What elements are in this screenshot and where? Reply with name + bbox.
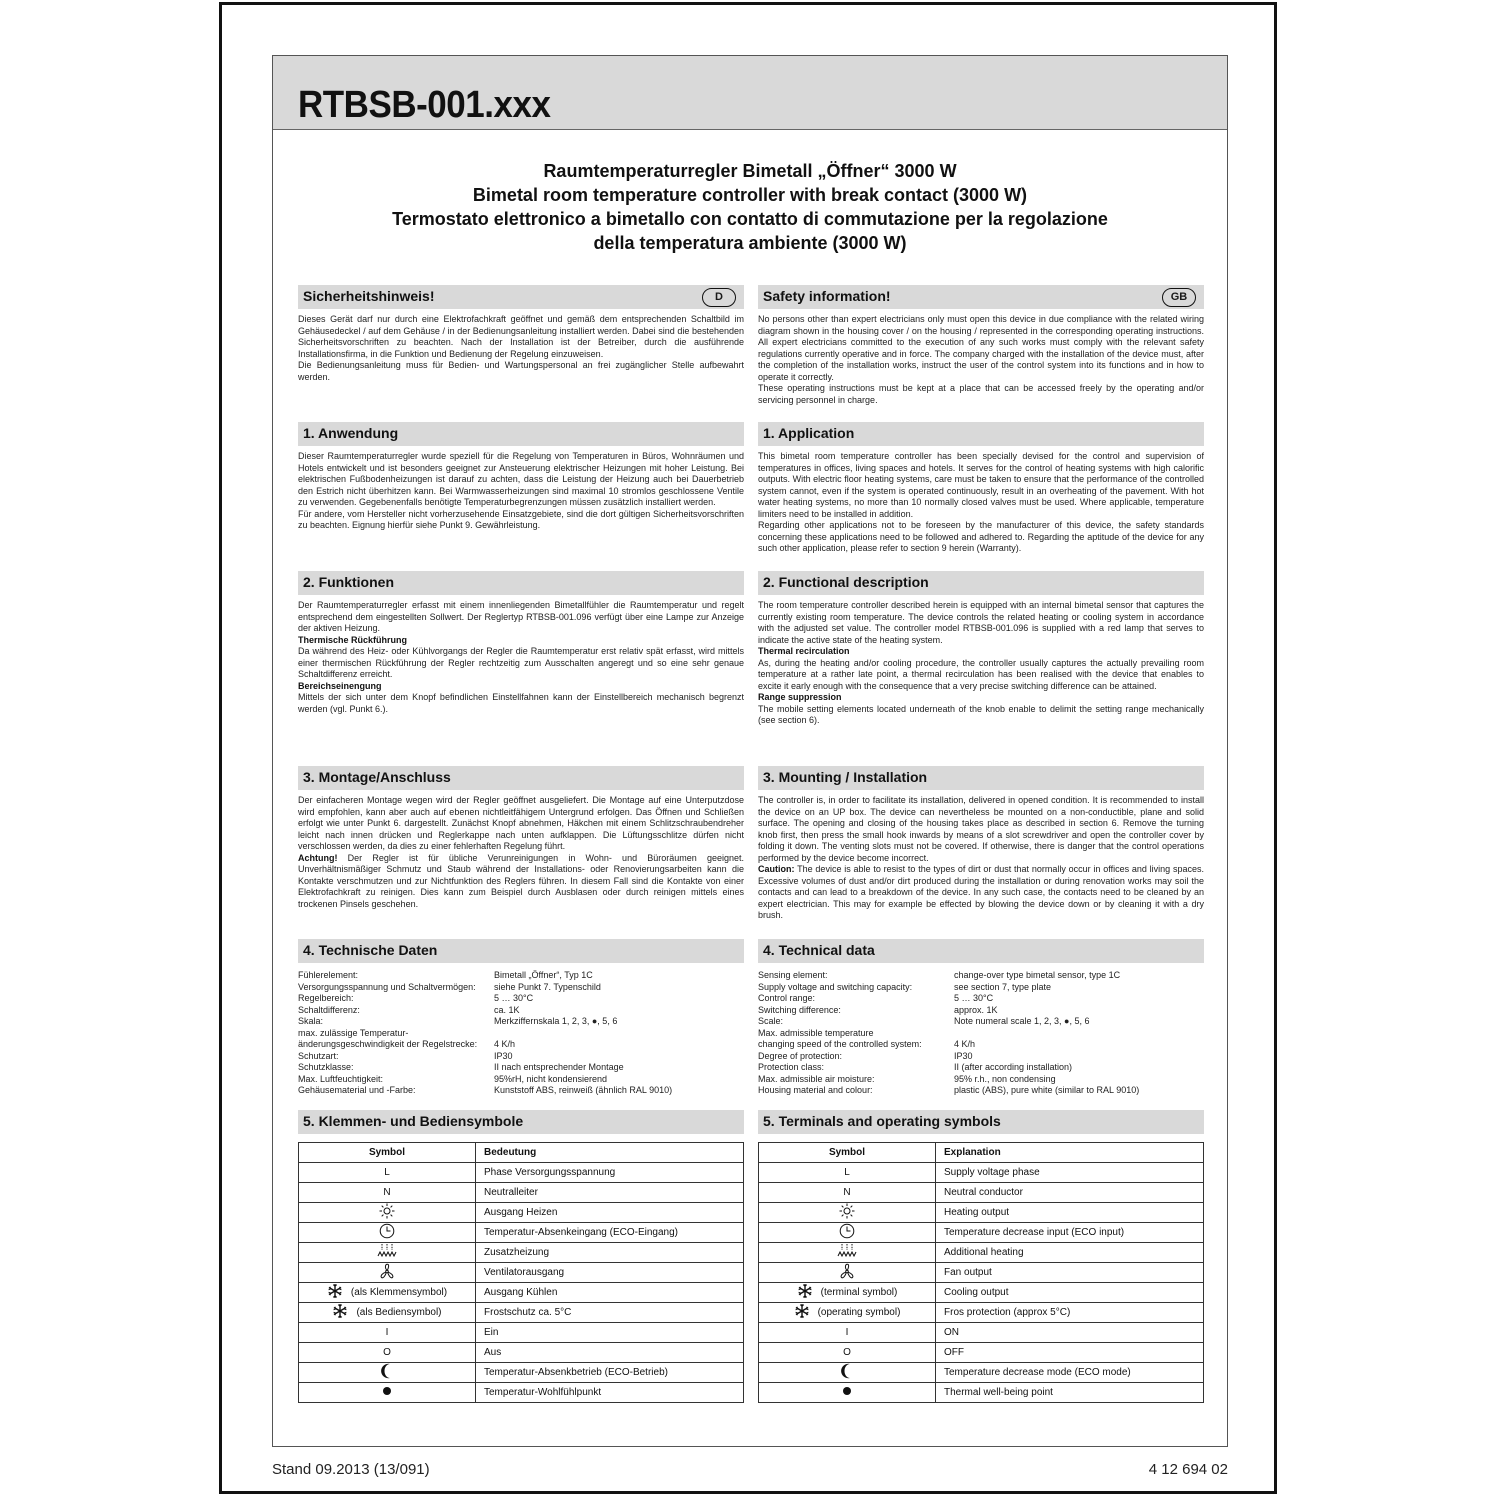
meaning-cell: Neutral conductor <box>936 1183 1204 1203</box>
tech-data-key: Schutzart: <box>298 1050 339 1061</box>
meaning-cell: Temperatur-Absenkeingang (ECO-Eingang) <box>476 1223 744 1243</box>
tech-data-value: Merkziffernskala 1, 2, 3, ●, 5, 6 <box>494 1016 618 1026</box>
meaning-cell: Ausgang Heizen <box>476 1203 744 1223</box>
snowflake-icon <box>332 1303 348 1322</box>
tech-data-key: Control range: <box>758 993 816 1003</box>
tech-data-key: Max. admissible air moisture: <box>758 1073 875 1084</box>
tech-data-row <box>298 1062 744 1074</box>
fan-icon <box>378 1263 396 1282</box>
section-title: 2. Functional description <box>763 574 929 590</box>
heating-icon <box>837 1243 857 1262</box>
symbol-note: (operating symbol) <box>817 1307 901 1319</box>
meaning-cell: Heating output <box>936 1203 1204 1223</box>
tech-data-value: 4 K/h <box>954 1039 976 1049</box>
meaning-cell: ON <box>936 1323 1204 1343</box>
tech-data-list <box>758 970 1204 1097</box>
symbol-cell <box>299 1243 476 1263</box>
tech-data-value: Note numeral scale 1, 2, 3, ●, 5, 6 <box>954 1016 1090 1026</box>
meaning-cell: Zusatzheizung <box>476 1243 744 1263</box>
symbols-table <box>298 1142 744 1403</box>
section-title: 4. Technical data <box>763 942 875 958</box>
tech-data-row <box>298 1005 744 1017</box>
section-tech-de <box>298 939 744 1097</box>
column-header-symbol: Symbol <box>299 1143 476 1163</box>
tech-data-row <box>298 1074 744 1086</box>
symbol-cell <box>299 1283 476 1303</box>
tech-data-key: Degree of protection: <box>758 1050 843 1061</box>
heating-icon <box>377 1243 397 1262</box>
table-row <box>299 1203 744 1223</box>
tech-data-value: approx. 1K <box>954 1004 998 1015</box>
paragraph: Dieser Raumtemperaturregler wurde speziell für die Regelung von Temperaturen in Büros, Wohnräumen und Hotels entwickelt und ist besonders geeignet zur Ansteuerung elektrischer Heizungen mit hoher Leistung. Bei elektrischen Fußbodenheizungen ist darauf zu achten, dass die Leistung der Heizung auch bei Dauerbetrieb den Estrich nicht überhitzen kann. Bei Warmwasserheizungen sind maximal 10 stromlos geschlossene Ventile zu verwenden. Gegebenenfalls benötigte Temperaturbegrenzungen müssen zusätzlich installiert werden. <box>298 451 744 507</box>
meaning-cell: Ventilatorausgang <box>476 1263 744 1283</box>
symbol-text: N <box>383 1187 391 1198</box>
moon-icon <box>840 1363 854 1382</box>
symbol-cell <box>299 1203 476 1223</box>
section-title: 3. Montage/Anschluss <box>303 769 451 785</box>
symbol-cell <box>299 1163 476 1183</box>
tech-data-key: Scale: <box>758 1016 784 1026</box>
symbol-cell <box>759 1383 936 1403</box>
section-symbols-en <box>758 1110 1204 1403</box>
tech-data-row <box>298 993 744 1005</box>
meaning-cell: Temperature decrease input (ECO input) <box>936 1223 1204 1243</box>
symbol-text: L <box>844 1167 850 1178</box>
tech-data-value: Bimetall „Öffner“, Typ 1C <box>494 970 593 980</box>
tech-data-row <box>758 993 1204 1005</box>
symbol-cell <box>759 1303 936 1323</box>
column-header-meaning: Bedeutung <box>476 1143 744 1163</box>
tech-data-list <box>298 970 744 1097</box>
tech-data-row <box>758 1062 1204 1074</box>
tech-data-key: Versorgungsspannung und Schaltvermögen: <box>298 981 476 992</box>
tech-data-value: 5 … 30°C <box>494 993 534 1003</box>
symbol-note: (als Klemmensymbol) <box>350 1287 448 1299</box>
tech-data-row <box>298 1051 744 1063</box>
symbols-table <box>758 1142 1204 1403</box>
table-row <box>759 1263 1204 1283</box>
tech-data-key: Protection class: <box>758 1062 825 1072</box>
tech-data-row <box>298 970 744 982</box>
symbol-cell <box>299 1223 476 1243</box>
symbol-text: O <box>843 1347 851 1358</box>
warning-text: Der Regler ist für übliche Verunreinigungen in Wohn- und Büroräumen geeignet. Unverhältnismäßiger Schmutz und Staub während der Installations- oder Renovierungsarbeiten kann die Kontakte verschmutzen und zur Nichtfunktion des Reglers führen. In diesem Fall sind die Kontakte von einer Elektrofachkraft zu reinigen. Dies kann zum Beispiel durch Ausblasen oder durch reinigen mittels eines trockenen Pinsels geschehen. <box>298 852 744 909</box>
tech-data-key: Gehäusematerial und -Farbe: <box>298 1085 416 1095</box>
headline-de: Raumtemperaturregler Bimetall „Öffner“ 3000 W <box>543 161 957 181</box>
tech-data-row <box>298 982 744 994</box>
fan-icon <box>838 1263 856 1282</box>
document-title: RTBSB-001.xxx <box>298 84 551 126</box>
symbol-cell <box>299 1183 476 1203</box>
section-application-de <box>298 422 744 532</box>
meaning-cell: Fan output <box>936 1263 1204 1283</box>
column-header-meaning: Explanation <box>936 1143 1204 1163</box>
paragraph: Für andere, vom Hersteller nicht vorherzusehende Einsatzgebiete, sind die dort gültigen Sicherheitsvorschriften zu beachten. Eignung hierfür siehe Punkt 9. Gewährleistung. <box>298 508 744 530</box>
tech-data-key: Skala: <box>298 1016 324 1026</box>
symbol-text: L <box>384 1167 390 1178</box>
meaning-cell: Fros protection (approx 5°C) <box>936 1303 1204 1323</box>
symbol-cell <box>759 1283 936 1303</box>
paragraph: The mobile setting elements located underneath of the knob enable to delimit the setting range mechanically (see section 6). <box>758 703 1204 725</box>
tech-data-value: siehe Punkt 7. Typenschild <box>494 981 601 992</box>
snowflake-icon <box>327 1283 343 1302</box>
paragraph: Der einfacheren Montage wegen wird der Regler geöffnet ausgeliefert. Die Montage auf eine Unterputzdose wird empfohlen, kann aber auch auf ebenen nichtleitfähigem Untergrund erfolgen. Das Öffnen und Schließen erfolgt wie unter Punkt 6. dargestellt. Zunächst Knopf abnehmen, Häkchen mit einem Schlitzschraubendreher leicht nach innen drücken und Reglerkappe nach unten aufklappen. Die Lüftungsschlitze dürfen nicht verschlossen werden, da dies zu einer fehlerhaften Regelung führt. <box>298 795 744 851</box>
tech-data-key: Supply voltage and switching capacity: <box>758 981 913 992</box>
symbol-cell <box>759 1223 936 1243</box>
meaning-cell: OFF <box>936 1343 1204 1363</box>
table-row <box>299 1363 744 1383</box>
paragraph: Mittels der sich unter dem Knopf befindlichen Einstellfahnen kann der Einstellbereich mechanisch begrenzt werden (vgl. Punkt 6.). <box>298 692 744 714</box>
meaning-cell: Neutralleiter <box>476 1183 744 1203</box>
clock-icon <box>379 1223 395 1242</box>
section-mounting-de <box>298 766 744 910</box>
symbol-cell <box>299 1303 476 1323</box>
tech-data-value: plastic (ABS), pure white (similar to RAL 9010) <box>954 1085 1140 1095</box>
moon-icon <box>380 1363 394 1382</box>
paragraph: As, during the heating and/or cooling procedure, the controller usually captures the actually prevailing room temperature at a rather late point, a thermal recirculation has been realised with the device that enables to excite it early enough with the consequence that a very precise switching difference can be attained. <box>758 657 1204 691</box>
paragraph: These operating instructions must be kept at a place that can be accessed freely by the operating and/or servicing personnel in charge. <box>758 383 1204 405</box>
tech-data-row <box>298 1085 744 1097</box>
meaning-cell: Additional heating <box>936 1243 1204 1263</box>
table-row <box>759 1163 1204 1183</box>
table-row <box>759 1183 1204 1203</box>
tech-data-row <box>298 1039 744 1051</box>
title-bar <box>273 56 1227 130</box>
meaning-cell: Supply voltage phase <box>936 1163 1204 1183</box>
subheading: Range suppression <box>758 692 842 702</box>
table-row <box>299 1183 744 1203</box>
table-row <box>299 1263 744 1283</box>
section-title: 1. Application <box>763 425 855 441</box>
section-title: 5. Klemmen- und Bediensymbole <box>303 1113 524 1129</box>
tech-data-value: see section 7, type plate <box>954 981 1052 992</box>
footer-doc-number: 4 12 694 02 <box>1148 1461 1228 1478</box>
section-tech-en <box>758 939 1204 1097</box>
tech-data-key: Sensing element: <box>758 970 828 980</box>
warning-label: Caution: <box>758 864 795 874</box>
tech-data-value: Kunststoff ABS, reinweiß (ähnlich RAL 9010) <box>494 1085 673 1095</box>
headline-it-1: Termostato elettronico a bimetallo con contatto di commutazione per la regolazione <box>392 209 1108 229</box>
paragraph: The controller is, in order to facilitate its installation, delivered in opened condition. It is recommended to install the device on an UP box. The device can nevertheless be mounted on a non-conductible, plane and solid surface. The opening and closing of the housing takes place as described in section 6. Remove the turning knob first, then press the small hook inwards by means of a slot screwdriver and open the controller cover by folding it down. The venting slots must not be covered. If otherwise, there is danger that the control operations performed by the device become incorrect. <box>758 795 1204 863</box>
paragraph: Regarding other applications not to be foreseen by the manufacturer of this device, the safety standards concerning these applications need to be followed and adhered to. Regarding the aptitude of the device for any such other application, please refer to section 9 herein (Warranty). <box>758 520 1204 553</box>
table-row <box>299 1343 744 1363</box>
table-row <box>299 1243 744 1263</box>
symbol-cell <box>299 1383 476 1403</box>
tech-data-value: 95% r.h., non condensing <box>954 1073 1056 1084</box>
symbol-cell <box>759 1163 936 1183</box>
tech-data-row <box>298 1016 744 1028</box>
section-functions-de <box>298 571 744 715</box>
symbol-cell <box>759 1203 936 1223</box>
dot-icon <box>382 1386 392 1399</box>
symbol-note: (terminal symbol) <box>820 1287 898 1299</box>
warning-text: The device is able to resist to the types of dirt or dust that normally occur in offices and living spaces. Excessive volumes of dust and/or dirt produced during the installation or during renovation works may soil the contacts and can lead to a breakdown of the device. In any such case, the contacts need to be cleaned by an expert electrician. This may for example be effected by blowing the device down or by cleaning it with a dry brush. <box>758 864 1204 920</box>
tech-data-key: Schaltdifferenz: <box>298 1004 360 1015</box>
language-badge: D <box>702 288 736 307</box>
symbol-cell <box>759 1183 936 1203</box>
meaning-cell: Cooling output <box>936 1283 1204 1303</box>
headline-it-2: della temperatura ambiente (3000 W) <box>593 233 907 253</box>
symbol-cell <box>759 1363 936 1383</box>
meaning-cell: Phase Versorgungsspannung <box>476 1163 744 1183</box>
meaning-cell: Thermal well-being point <box>936 1383 1204 1403</box>
tech-data-value: II (after according installation) <box>954 1062 1073 1072</box>
subheading: Bereichseinengung <box>298 680 382 691</box>
column-header-symbol: Symbol <box>759 1143 936 1163</box>
table-row <box>759 1323 1204 1343</box>
sun-icon <box>839 1203 855 1222</box>
table-row <box>759 1383 1204 1403</box>
section-title: 3. Mounting / Installation <box>763 769 928 785</box>
paragraph: The room temperature controller described herein is equipped with an internal bimetal sensor that captures the currently existing room temperature. The device controls the related heating or cooling system in accordance with the adjusted set value. The controller model RTBSB-001.096 is supplied with a red lamp that serves to indicate the active state of the heating system. <box>758 600 1204 645</box>
table-row <box>759 1363 1204 1383</box>
symbol-cell <box>759 1243 936 1263</box>
section-title: Safety information! <box>763 288 891 304</box>
section-functions-en <box>758 571 1204 727</box>
section-safety-en <box>758 285 1204 406</box>
meaning-cell: Ausgang Kühlen <box>476 1283 744 1303</box>
snowflake-icon <box>797 1283 813 1302</box>
tech-data-row <box>758 1085 1204 1097</box>
tech-data-row <box>758 1028 1204 1040</box>
meaning-cell: Temperature decrease mode (ECO mode) <box>936 1363 1204 1383</box>
symbol-cell <box>299 1323 476 1343</box>
tech-data-row <box>758 1016 1204 1028</box>
tech-data-value: ca. 1K <box>494 1004 520 1015</box>
symbol-text: O <box>383 1347 391 1358</box>
tech-data-row <box>758 1039 1204 1051</box>
section-title: 2. Funktionen <box>303 574 394 590</box>
footer-date: Stand 09.2013 (13/091) <box>272 1461 430 1478</box>
tech-data-key: max. zulässige Temperatur- <box>298 1027 409 1038</box>
tech-data-row <box>758 1005 1204 1017</box>
paragraph: This bimetal room temperature controller has been specially devised for the control and supervision of temperatures in offices, living spaces and hotels. It serves for the control of heating systems with high calorific outputs. With electric floor heating systems, care must be taken to ensure that the performance of the controlled system cannot, even if the system is operated continuously, result in an overheating of the pavement. With hot water heating systems, no more than 10 normally closed valves must be used. Where applicable, temperature limiters need to be installed in addition. <box>758 451 1204 519</box>
symbol-cell <box>299 1343 476 1363</box>
paragraph: Dieses Gerät darf nur durch eine Elektrofachkraft geöffnet und gemäß dem entsprechenden Schaltbild im Gehäusedeckel / auf dem Gehäuse / in der Bedienungsanleitung installiert werden. Dabei sind die bestehenden Sicherheitsvorschriften zu beachten. Nach der Installation ist der Betreiber, durch die ausführende Installationsfirma, in die Funktion und Bedienung der Regelung einzuweisen. <box>298 314 744 359</box>
meaning-cell: Aus <box>476 1343 744 1363</box>
snowflake-icon <box>794 1303 810 1322</box>
tech-data-value: change-over type bimetal sensor, type 1C <box>954 970 1121 980</box>
section-title: 4. Technische Daten <box>303 942 438 958</box>
symbol-cell <box>299 1363 476 1383</box>
table-row <box>759 1203 1204 1223</box>
tech-data-key: Max. Luftfeuchtigkeit: <box>298 1073 384 1084</box>
table-row <box>759 1223 1204 1243</box>
meaning-cell: Temperatur-Absenkbetrieb (ECO-Betrieb) <box>476 1363 744 1383</box>
tech-data-key: changing speed of the controlled system: <box>758 1039 922 1049</box>
table-row <box>299 1323 744 1343</box>
symbol-cell <box>299 1263 476 1283</box>
section-title: 1. Anwendung <box>303 425 399 441</box>
paragraph: Da während des Heiz- oder Kühlvorgangs der Regler die Raumtemperatur erst relativ spät erfasst, wird mittels einer thermischen Rückführung der Regler rechtzeitig zum Ausschalten angeregt und so eine sehr genaue Schaltdifferenz erreicht. <box>298 646 744 679</box>
meaning-cell: Temperatur-Wohlfühlpunkt <box>476 1383 744 1403</box>
section-symbols-de <box>298 1110 744 1403</box>
headline-en: Bimetal room temperature controller with break contact (3000 W) <box>472 185 1028 205</box>
table-row <box>299 1163 744 1183</box>
document <box>272 55 1228 1447</box>
subheading: Thermal recirculation <box>758 646 850 656</box>
symbol-text: I <box>385 1327 389 1338</box>
tech-data-value: IP30 <box>494 1050 513 1061</box>
meaning-cell: Frostschutz ca. 5°C <box>476 1303 744 1323</box>
tech-data-key: Regelbereich: <box>298 993 354 1003</box>
symbol-text: N <box>843 1187 851 1198</box>
tech-data-row <box>758 1074 1204 1086</box>
tech-data-value: 95%rH, nicht kondensierend <box>494 1073 608 1084</box>
section-safety-de <box>298 285 744 383</box>
tech-data-key: Housing material and colour: <box>758 1085 873 1095</box>
sun-icon <box>379 1203 395 1222</box>
tech-data-key: Fühlerelement: <box>298 970 359 980</box>
tech-data-key: Max. admissible temperature <box>758 1027 874 1038</box>
paragraph: Die Bedienungsanleitung muss für Bedien- und Wartungspersonal an frei zugänglicher Stelle aufbewahrt werden. <box>298 360 744 382</box>
tech-data-row <box>758 982 1204 994</box>
section-mounting-en <box>758 766 1204 922</box>
headline <box>273 159 1227 255</box>
section-title: Sicherheitshinweis! <box>303 288 435 304</box>
tech-data-value: 5 … 30°C <box>954 993 994 1003</box>
tech-data-key: Switching difference: <box>758 1004 841 1015</box>
tech-data-value <box>954 1028 1204 1040</box>
table-row <box>299 1383 744 1403</box>
table-row <box>759 1343 1204 1363</box>
tech-data-key: änderungsgeschwindigkeit der Regelstrecke: <box>298 1039 478 1049</box>
symbol-cell <box>759 1263 936 1283</box>
tech-data-value: 4 K/h <box>494 1039 516 1049</box>
table-row <box>759 1243 1204 1263</box>
table-row <box>299 1223 744 1243</box>
symbol-note: (als Bediensymbol) <box>356 1307 442 1319</box>
symbol-cell <box>759 1323 936 1343</box>
tech-data-value: II nach entsprechender Montage <box>494 1062 624 1072</box>
clock-icon <box>839 1223 855 1242</box>
symbol-cell <box>759 1343 936 1363</box>
section-application-en <box>758 422 1204 555</box>
tech-data-row <box>758 1051 1204 1063</box>
dot-icon <box>842 1386 852 1399</box>
paragraph: No persons other than expert electricians only must open this device in due compliance with the related wiring diagram shown in the housing cover / on the housing / represented in the corresponding operating instructions. All expert electricians committed to the execution of any such works must comply with the relevant safety regulations currently operative and in force. The company charged with the installation of the device must, after the completion of the installation works, instruct the user of the control system into its functions and in how to operate it correctly. <box>758 314 1204 382</box>
subheading: Thermische Rückführung <box>298 634 408 645</box>
language-badge: GB <box>1162 288 1196 307</box>
table-row <box>299 1303 744 1323</box>
table-row <box>299 1283 744 1303</box>
tech-data-key: Schutzklasse: <box>298 1062 354 1072</box>
paragraph: Der Raumtemperaturregler erfasst mit einem innenliegenden Bimetallfühler die Raumtemperatur und regelt entsprechend dem eingestellten Sollwert. Der Reglertyp RTBSB-001.096 verfügt über eine Lampe zur Anzeige der aktiven Heizung. <box>298 600 744 633</box>
tech-data-row <box>298 1028 744 1040</box>
tech-data-row <box>758 970 1204 982</box>
tech-data-value <box>494 1028 744 1040</box>
table-row <box>759 1303 1204 1323</box>
meaning-cell: Ein <box>476 1323 744 1343</box>
warning-label: Achtung! <box>298 852 338 863</box>
symbol-text: I <box>845 1327 849 1338</box>
table-row <box>759 1283 1204 1303</box>
tech-data-value: IP30 <box>954 1050 973 1061</box>
section-title: 5. Terminals and operating symbols <box>763 1113 1001 1129</box>
